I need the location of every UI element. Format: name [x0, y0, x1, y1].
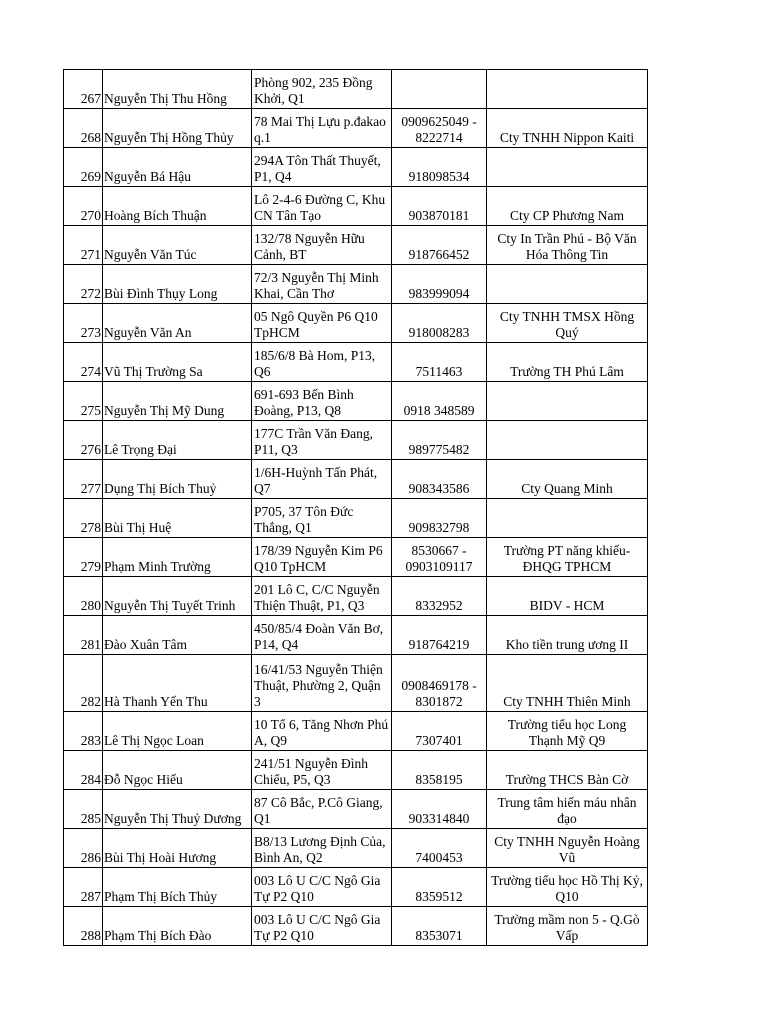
phone-cell: 0909625049 - 8222714: [392, 109, 487, 148]
row-number: 276: [64, 421, 103, 460]
table-row: [64, 616, 648, 655]
phone-cell: 918008283: [392, 304, 487, 343]
row-number: 274: [64, 343, 103, 382]
row-number: 271: [64, 226, 103, 265]
row-number: 275: [64, 382, 103, 421]
contact-table: [63, 69, 648, 946]
row-number: 286: [64, 829, 103, 868]
organization-cell: [487, 148, 648, 187]
organization-cell: [487, 265, 648, 304]
row-number: 283: [64, 712, 103, 751]
table-row: [64, 790, 648, 829]
address-cell: 132/78 Nguyễn Hữu Cảnh, BT: [252, 226, 392, 265]
table-row: [64, 868, 648, 907]
row-number: 277: [64, 460, 103, 499]
person-name: Nguyễn Thị Tuyết Trinh: [103, 577, 252, 616]
person-name: Đỗ Ngọc Hiếu: [103, 751, 252, 790]
row-number: 280: [64, 577, 103, 616]
phone-cell: 908343586: [392, 460, 487, 499]
person-name: Hà Thanh Yến Thu: [103, 655, 252, 712]
address-cell: 177C Trần Văn Đang, P11, Q3: [252, 421, 392, 460]
person-name: Nguyễn Thị Thu Hồng: [103, 70, 252, 109]
phone-cell: 8353071: [392, 907, 487, 946]
person-name: Nguyễn Văn Túc: [103, 226, 252, 265]
address-cell: Phòng 902, 235 Đồng Khởi, Q1: [252, 70, 392, 109]
address-cell: 72/3 Nguyễn Thị Minh Khai, Cần Thơ: [252, 265, 392, 304]
table-row: [64, 343, 648, 382]
phone-cell: 909832798: [392, 499, 487, 538]
address-cell: 003 Lô U C/C Ngô Gia Tự P2 Q10: [252, 907, 392, 946]
table-row: [64, 265, 648, 304]
organization-cell: BIDV - HCM: [487, 577, 648, 616]
table-row: [64, 907, 648, 946]
address-cell: 178/39 Nguyễn Kim P6 Q10 TpHCM: [252, 538, 392, 577]
row-number: 273: [64, 304, 103, 343]
row-number: 270: [64, 187, 103, 226]
phone-cell: 918098534: [392, 148, 487, 187]
organization-cell: Cty TNHH Nguyễn Hoàng Vũ: [487, 829, 648, 868]
table-row: [64, 538, 648, 577]
address-cell: 294A Tôn Thất Thuyết, P1, Q4: [252, 148, 392, 187]
organization-cell: Kho tiền trung ương II: [487, 616, 648, 655]
organization-cell: Trường mầm non 5 - Q.Gò Vấp: [487, 907, 648, 946]
table-row: [64, 421, 648, 460]
organization-cell: Cty TNHH TMSX Hồng Quý: [487, 304, 648, 343]
address-cell: 87 Cô Bắc, P.Cô Giang, Q1: [252, 790, 392, 829]
row-number: 272: [64, 265, 103, 304]
address-cell: 241/51 Nguyễn Đình Chiểu, P5, Q3: [252, 751, 392, 790]
organization-cell: Trường tiểu học Hồ Thị Kỷ, Q10: [487, 868, 648, 907]
organization-cell: Trường tiểu học Long Thạnh Mỹ Q9: [487, 712, 648, 751]
phone-cell: 903870181: [392, 187, 487, 226]
person-name: Phạm Thị Bích Thủy: [103, 868, 252, 907]
organization-cell: Cty TNHH Thiên Minh: [487, 655, 648, 712]
person-name: Bùi Đình Thụy Long: [103, 265, 252, 304]
table-row: [64, 460, 648, 499]
row-number: 269: [64, 148, 103, 187]
address-cell: 201 Lô C, C/C Nguyễn Thiện Thuật, P1, Q3: [252, 577, 392, 616]
person-name: Phạm Minh Trường: [103, 538, 252, 577]
table-row: [64, 304, 648, 343]
person-name: Nguyễn Thị Hồng Thủy: [103, 109, 252, 148]
phone-cell: 8359512: [392, 868, 487, 907]
organization-cell: [487, 70, 648, 109]
row-number: 288: [64, 907, 103, 946]
address-cell: 185/6/8 Bà Hom, P13, Q6: [252, 343, 392, 382]
row-number: 268: [64, 109, 103, 148]
phone-cell: 7307401: [392, 712, 487, 751]
phone-cell: 0918 348589: [392, 382, 487, 421]
phone-cell: 918766452: [392, 226, 487, 265]
person-name: Nguyễn Văn An: [103, 304, 252, 343]
person-name: Phạm Thị Bích Đào: [103, 907, 252, 946]
organization-cell: Trung tâm hiến máu nhân đạo: [487, 790, 648, 829]
person-name: Đào Xuân Tâm: [103, 616, 252, 655]
organization-cell: Cty In Trần Phú - Bộ Văn Hóa Thông Tin: [487, 226, 648, 265]
person-name: Vũ Thị Trường Sa: [103, 343, 252, 382]
address-cell: 450/85/4 Đoàn Văn Bơ, P14, Q4: [252, 616, 392, 655]
row-number: 281: [64, 616, 103, 655]
address-cell: P705, 37 Tôn Đức Thắng, Q1: [252, 499, 392, 538]
table-row: [64, 148, 648, 187]
row-number: 287: [64, 868, 103, 907]
address-cell: 05 Ngô Quyền P6 Q10 TpHCM: [252, 304, 392, 343]
table-row: [64, 70, 648, 109]
table-row: [64, 712, 648, 751]
address-cell: B8/13 Lương Định Của, Bình An, Q2: [252, 829, 392, 868]
row-number: 282: [64, 655, 103, 712]
organization-cell: [487, 421, 648, 460]
table-row: [64, 382, 648, 421]
address-cell: 003 Lô U C/C Ngô Gia Tự P2 Q10: [252, 868, 392, 907]
table-row: [64, 499, 648, 538]
phone-cell: 983999094: [392, 265, 487, 304]
row-number: 284: [64, 751, 103, 790]
person-name: Nguyễn Bá Hậu: [103, 148, 252, 187]
address-cell: 16/41/53 Nguyễn Thiện Thuật, Phường 2, Quận 3: [252, 655, 392, 712]
phone-cell: 8530667 - 0903109117: [392, 538, 487, 577]
row-number: 285: [64, 790, 103, 829]
organization-cell: Trường PT năng khiếu-ĐHQG TPHCM: [487, 538, 648, 577]
row-number: 279: [64, 538, 103, 577]
organization-cell: Cty Quang Minh: [487, 460, 648, 499]
address-cell: Lô 2-4-6 Đường C, Khu CN Tân Tạo: [252, 187, 392, 226]
phone-cell: 8358195: [392, 751, 487, 790]
table-row: [64, 577, 648, 616]
organization-cell: [487, 499, 648, 538]
table-row: [64, 655, 648, 712]
address-cell: 1/6H-Huỳnh Tấn Phát, Q7: [252, 460, 392, 499]
phone-cell: 989775482: [392, 421, 487, 460]
person-name: Bùi Thị Huệ: [103, 499, 252, 538]
table-row: [64, 829, 648, 868]
phone-cell: 903314840: [392, 790, 487, 829]
person-name: Dụng Thị Bích Thuỷ: [103, 460, 252, 499]
table-row: [64, 751, 648, 790]
organization-cell: Cty TNHH Nippon Kaiti: [487, 109, 648, 148]
table-row: [64, 187, 648, 226]
row-number: 278: [64, 499, 103, 538]
person-name: Nguyễn Thị Thuỷ Dương: [103, 790, 252, 829]
table-row: [64, 226, 648, 265]
person-name: Nguyễn Thị Mỹ Dung: [103, 382, 252, 421]
address-cell: 78 Mai Thị Lựu p.đakao q.1: [252, 109, 392, 148]
phone-cell: 0908469178 - 8301872: [392, 655, 487, 712]
contact-table-body: [64, 70, 648, 946]
row-number: 267: [64, 70, 103, 109]
person-name: Lê Trọng Đại: [103, 421, 252, 460]
address-cell: 10 Tổ 6, Tăng Nhơn Phú A, Q9: [252, 712, 392, 751]
phone-cell: 7511463: [392, 343, 487, 382]
person-name: Bùi Thị Hoài Hương: [103, 829, 252, 868]
phone-cell: 7400453: [392, 829, 487, 868]
phone-cell: 918764219: [392, 616, 487, 655]
address-cell: 691-693 Bến Bình Đoàng, P13, Q8: [252, 382, 392, 421]
person-name: Lê Thị Ngọc Loan: [103, 712, 252, 751]
table-row: [64, 109, 648, 148]
phone-cell: [392, 70, 487, 109]
organization-cell: Trường THCS Bàn Cờ: [487, 751, 648, 790]
organization-cell: Trường TH Phú Lâm: [487, 343, 648, 382]
phone-cell: 8332952: [392, 577, 487, 616]
person-name: Hoàng Bích Thuận: [103, 187, 252, 226]
organization-cell: [487, 382, 648, 421]
organization-cell: Cty CP Phương Nam: [487, 187, 648, 226]
